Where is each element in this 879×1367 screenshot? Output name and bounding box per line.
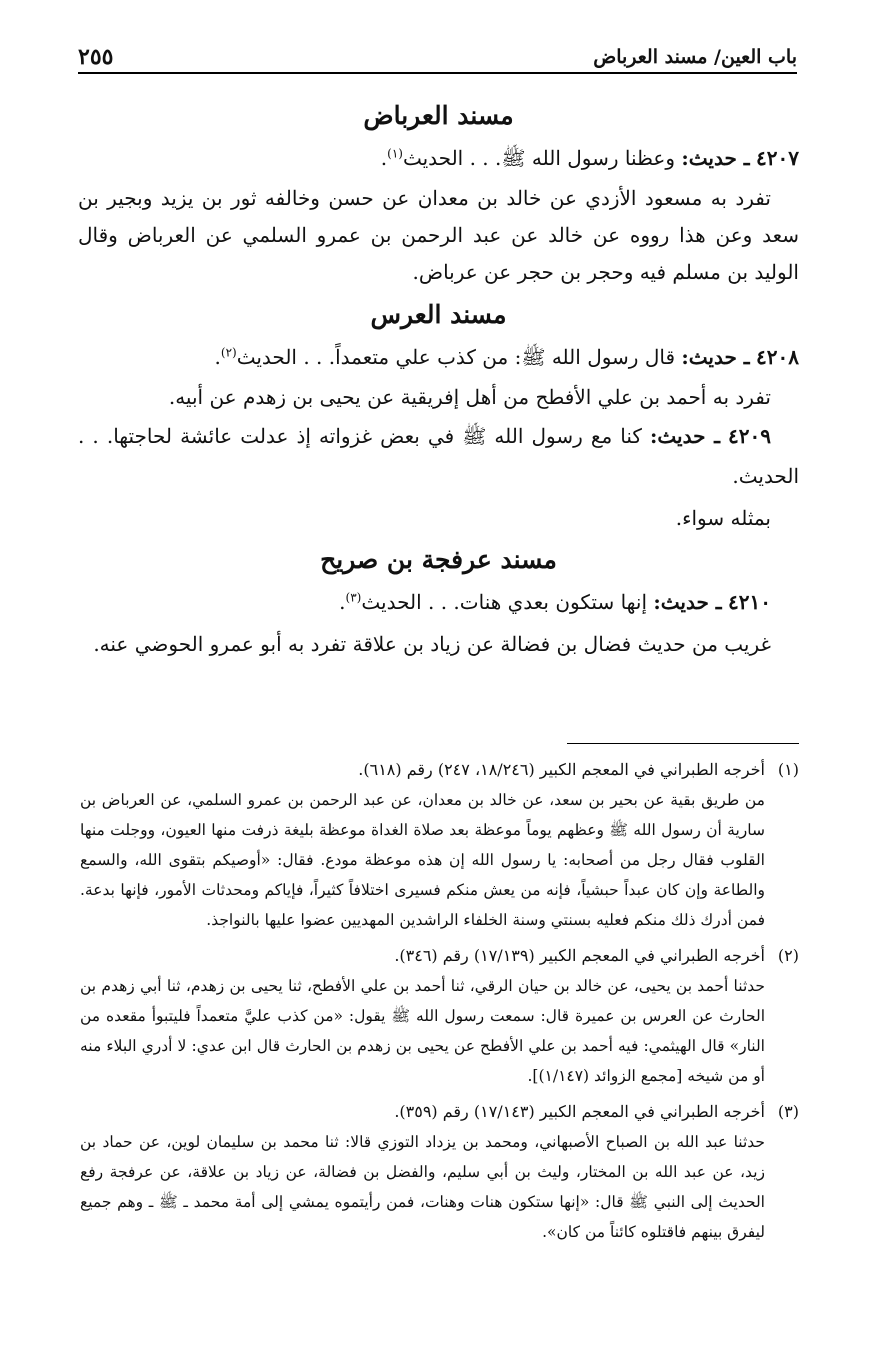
footnote-body: من طريق بقية عن بحير بن سعد، عن خالد بن معدان، عن عبد الرحمن بن عمرو السلمي، عن العرباض بن سارية أن رسول الله ﷺ وعظهم يوماً موعظة بعد صلاة الغداة موعظة بليغة ذرفت منها العيون، ووجلت منها القلوب فقال رجل من أصحابه: يا رسول الله إن هذه موعظة مودع. فقال: «أوصيكم بتقوى الله، والسمع والطاعة وإن كان عبداً حبشياً، فإنه من يعش منكم فسيرى اختلافاً كثيراً، فإياكم ومحدثات الأمور، فإنها بدعة. فمن أدرك ذلك منكم فعليه بسنتي وسنة الخلفاء الراشدين المهديين عضوا عليها بالنواجذ. (80, 791, 765, 929)
hadith-number: ٤٢٠٧ (756, 146, 799, 170)
section-title: مسند العرباض (363, 101, 514, 130)
hadith-text: وعظنا رسول الله ﷺ. . . الحديث (402, 146, 676, 170)
footnote-source-line (80, 755, 799, 785)
footnote-number: (٣) (777, 1102, 799, 1121)
hadith-number: ٤٢٠٩ (728, 424, 772, 448)
footnote-ref: (٢) (220, 345, 237, 360)
footnote-source: أخرجه الطبراني في المعجم الكبير (١٨/٢٤٦، ٢٤٧) رقم (٦١٨). (358, 760, 765, 779)
header-title: باب العين/ مسند العرباض (585, 46, 797, 72)
footnote-source: أخرجه الطبراني في المعجم الكبير (١٧/١٣٩) رقم (٣٤٦). (394, 946, 765, 965)
footnote-body: حدثنا أحمد بن يحيى، عن خالد بن حيان الرقي، ثنا أحمد بن علي الأفطح، ثنا يحيى بن زهدم، ثنا أبي زهدم بن الحارث عن العرس بن عميرة قال: سمعت رسول الله ﷺ يقول: «من كذب عليَّ متعمداً فليتبوأ مقعده من النار» قال الهيثمي: فيه أحمد بن علي الأفطح عن يحيى بن زهدم بن الحارث قال ابن عدي: لا أدري البلاء منه أو من شيخه [مجمع الزوائد (١/١٤٧)]. (80, 977, 765, 1085)
section-title: مسند عرفجة بن صريح (320, 545, 557, 574)
hadith-comment: غريب من حديث فضال بن فضالة عن زياد بن علاقة تفرد به أبو عمرو الحوضي عنه. (93, 632, 771, 656)
hadith-keyword: حديث (657, 424, 706, 448)
hadith-comment: بمثله سواء. (675, 506, 771, 530)
footnote-body: حدثنا عبد الله بن الصباح الأصبهاني، ومحمد بن يزداد التوزي قالا: ثنا محمد بن سليمان لوين، عن حماد بن زيد، عن عبد الله بن المختار، وليث بن أبي سليم، والفضل بن فضالة، عن زياد بن علاقة، عن عرفجة رفع الحديث إلى النبي ﷺ قال: «إنها ستكون هنات وهنات، فمن رأيتموه يمشي إلى أمة محمد ـ ﷺ ـ وهم جميع ليفرق بينهم فاقتلوه كائناً من كان». (80, 1133, 765, 1241)
footnote-ref: (٣) (345, 590, 362, 605)
footnote (80, 941, 799, 1091)
hadith-comment: تفرد به أحمد بن علي الأفطح من أهل إفريقية عن يحيى بن زهدم عن أبيه. (168, 385, 771, 409)
hadith-entry: ٤٢٠٨ ـ حديث: قال رسول الله ﷺ: من كذب علي متعمداً. . . الحديث$^{(٢)}$. (214, 345, 799, 369)
hadith-number: ٤٢٠٨ (756, 345, 799, 369)
hadith-keyword: حديث (688, 146, 737, 170)
footnote-source-line (80, 941, 799, 971)
hadith-text: إنها ستكون بعدي هنات. . . الحديث (361, 590, 648, 614)
footnote-source-line (80, 1097, 799, 1127)
footnote (80, 1097, 799, 1247)
hadith-entry: ٤٢٠٧ ـ حديث: وعظنا رسول الله ﷺ. . . الحديث$^{(١)}$. (380, 146, 799, 170)
hadith-entry: ٤٢١٠ ـ حديث: إنها ستكون بعدي هنات. . . الحديث$^{(٣)}$. (339, 590, 771, 614)
running-header (78, 38, 797, 74)
footnote (80, 755, 799, 935)
hadith-number: ٤٢١٠ (728, 590, 771, 614)
section-title: مسند العرس (370, 300, 507, 329)
hadith-text: قال رسول الله ﷺ: من كذب علي متعمداً. . . الحديث (236, 345, 676, 369)
hadith-comment: تفرد به مسعود الأزدي عن خالد بن معدان عن حسن وخالفه ثور بن يزيد وبجير بن سعد وعن هذا رووه عن خالد عن عبد الرحمن بن عمرو السلمي عن العرباض وقال الوليد بن مسلم فيه وحجر بن حجر عن عرباض. (78, 186, 799, 284)
footnote-number: (١) (777, 760, 799, 779)
footnote-number: (٢) (777, 946, 799, 965)
hadith-text: كنا مع رسول الله ﷺ في بعض غزواته إذ عدلت عائشة لحاجتها. . . الحديث. (78, 424, 799, 488)
footnotes (80, 755, 799, 1253)
hadith-keyword: حديث (660, 590, 709, 614)
footnote-source: أخرجه الطبراني في المعجم الكبير (١٧/١٤٣) رقم (٣٥٩). (394, 1102, 765, 1121)
footnote-ref: (١) (387, 146, 403, 161)
hadith-keyword: حديث (688, 345, 737, 369)
page-number: ٢٥٥ (78, 44, 121, 72)
footnote-separator (567, 743, 799, 744)
main-text (78, 96, 799, 664)
hadith-entry: ٤٢٠٩ ـ حديث: كنا مع رسول الله ﷺ في بعض غزواته إذ عدلت عائشة لحاجتها. . . الحديث. (78, 424, 799, 488)
